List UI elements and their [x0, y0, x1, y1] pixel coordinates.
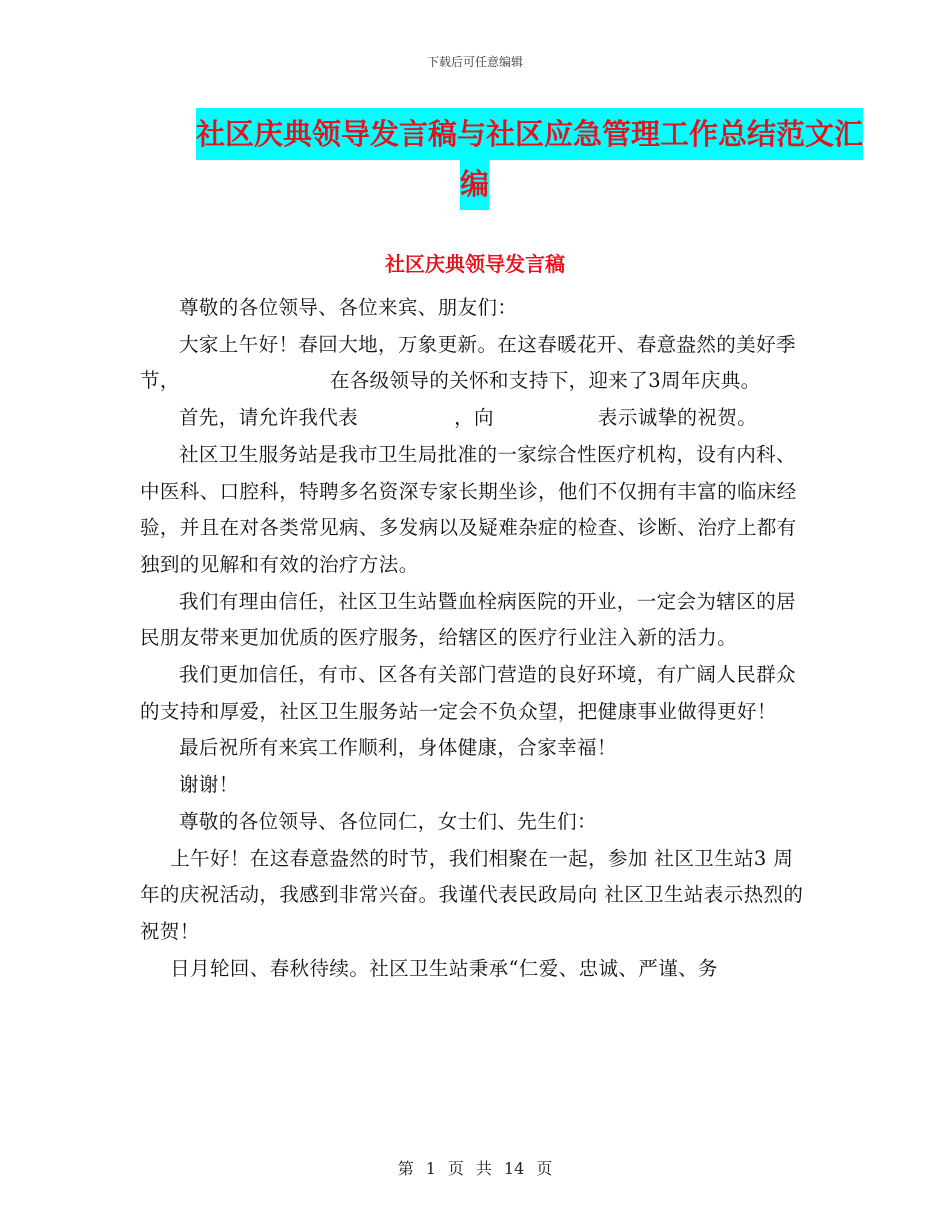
- section-title: 社区庆典领导发言稿: [385, 252, 565, 276]
- congrats-part3: 表示诚挚的祝贺。: [597, 406, 758, 430]
- paragraph-trust: 我们有理由信任，社区卫生站暨血栓病医院的开业，一定会为辖区的居民朋友带来更加优质的医疗服务，给辖区的医疗行业注入新的活力。: [140, 589, 796, 650]
- total-pages: 14: [503, 1159, 525, 1178]
- paragraph-greeting-part2: 在各级领导的关怀和支持下，迎来了3周年庆典。: [329, 369, 761, 393]
- footer-gong: 共: [475, 1159, 492, 1178]
- footer-ye: 页: [447, 1159, 464, 1178]
- current-page: 1: [425, 1159, 436, 1178]
- title-line-1: 社区庆典领导发言稿与社区应急管理工作总结范文汇: [196, 108, 863, 160]
- header-note: 下载后可任意编辑: [426, 55, 523, 69]
- paragraph-congrats: [140, 400, 810, 437]
- title-line-2: 编: [460, 158, 489, 210]
- page-footer: [0, 1156, 950, 1179]
- paragraph-thanks: 谢谢！: [179, 773, 239, 797]
- paragraph-greeting-2: 上午好！在这春意盎然的时节，我们相聚在一起，参加 社区卫生站3 周年的庆祝活动，我感到非常兴奋。我谨代表民政局向 社区卫生站表示热烈的祝贺！: [140, 846, 804, 943]
- document-body: [140, 290, 810, 987]
- paragraph-more-trust: 我们更加信任，有市、区各有关部门营造的良好环境，有广阔人民群众的支持和厚爱，社区卫生服务站一定会不负众望，把健康事业做得更好！: [140, 663, 796, 723]
- paragraph-salutation: 尊敬的各位领导、各位来宾、朋友们：: [179, 296, 518, 319]
- paragraph-greeting: [140, 327, 810, 400]
- footer-ye-2: 页: [536, 1159, 553, 1178]
- paragraph-history: 日月轮回、春秋待续。社区卫生站秉承“仁爱、忠诚、严谨、务: [170, 956, 718, 980]
- paragraph-intro: 社区卫生服务站是我市卫生局批准的一家综合性医疗机构，设有内科、中医科、口腔科，特聘多名资深专家长期坐诊，他们不仅拥有丰富的临床经验，并且在对各类常见病、多发病以及疑难杂症的检查、诊断、治疗上都有独到的见解和有效的治疗方法。: [140, 442, 797, 576]
- congrats-part2: ，向: [454, 406, 494, 430]
- paragraph-greeting-part1: 大家上午好！春回大地，万象更新。在这春暖花开、春意盎然的美好季节，: [140, 332, 796, 393]
- footer-di: 第: [397, 1159, 414, 1178]
- paragraph-salutation-2: 尊敬的各位领导、各位同仁，女士们、先生们：: [179, 809, 597, 833]
- paragraph-wishes: 最后祝所有来宾工作顺利，身体健康，合家幸福！: [179, 736, 617, 760]
- congrats-part1: 首先，请允许我代表: [179, 406, 359, 430]
